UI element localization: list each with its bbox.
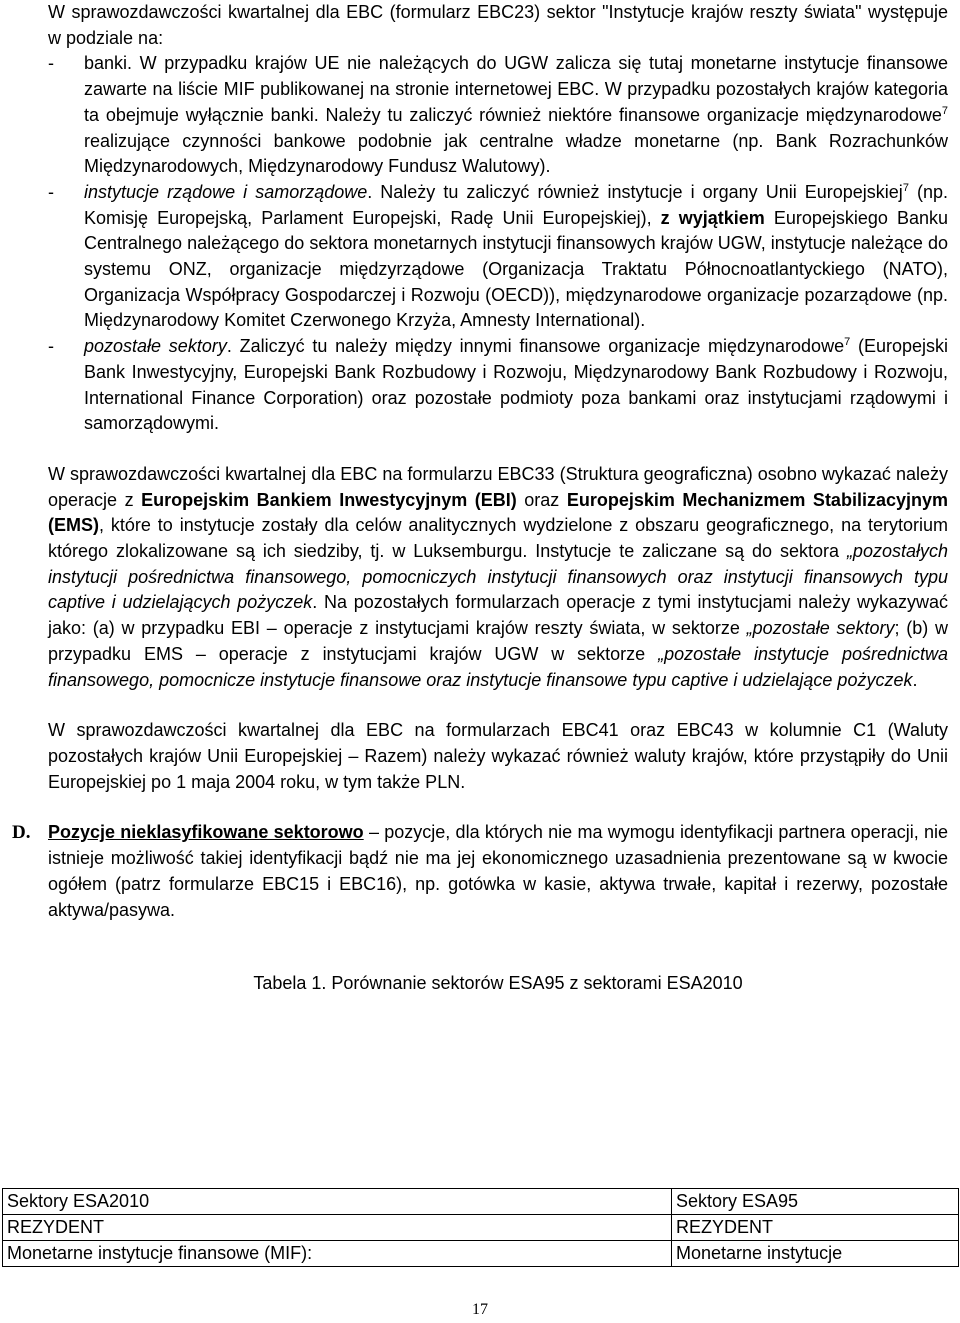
- pozostale-label: pozostałe sektory: [84, 336, 227, 357]
- list-item-banki: - banki. W przypadku krajów UE nie należących do UGW zalicza się tutaj monetarne instytucje finansowe zawarte na liście MIF publikowanej na stronie internetowej EBC. W przypadku pozostałych krajów kategoria ta obejmuje wyłącznie banki. Należy tu zaliczyć również niektóre finansowe organizacje międzynarodowe$^7$ realizujące czynności bankowe podobnie jak centralne władze monetarne (np. Bank Rozrachunków Międzynarodowych, Międzynarodowy Fundusz Walutowy).: [48, 53, 948, 177]
- table-cell: Sektory ESA2010: [3, 1189, 672, 1215]
- list-dash: -: [48, 53, 54, 74]
- footnote-ref: 7: [902, 181, 909, 194]
- table-cell: Monetarne instytucje finansowe (MIF):: [3, 1241, 672, 1267]
- section-title: Pozycje nieklasyfikowane sektorowo: [48, 822, 364, 843]
- table-row: [3, 1215, 959, 1241]
- banki-label: banki: [84, 53, 128, 74]
- section-d: D. Pozycje nieklasyfikowane sektorowo – pozycje, dla których nie ma wymogu identyfikacji partnera operacji, nie istnieje możliwość takiej identyfikacji bądź nie ma jej ekonomicznego uzasadnienia prezentowane są w kwocie ogółem (patrz formularze EBC15 i EBC16), np. gotówka w kasie, aktywa trwałe, kapitał i rezerwy, pozostałe aktywa/pasywa.: [12, 822, 948, 920]
- table-cell: REZYDENT: [672, 1215, 959, 1241]
- table-row: [3, 1241, 959, 1267]
- footnote-ref: 7: [941, 104, 948, 117]
- paragraph-ebi-ems: W sprawozdawczości kwartalnej dla EBC na formularzu EBC33 (Struktura geograficzna) osobno wykazać należy operacje z Europejskim Bankiem Inwestycyjnym (EBI) oraz Europejskim Mechanizmem Stabilizacyjnym (EMS), które to instytucje zostały dla celów analitycznych wydzielone z obszaru geograficznego, na terytorium którego zlokalizowane są ich siedziby, tj. w Luksemburgu. Instytucje te zaliczane są do sektora „pozostałych instytucji pośrednictwa finansowego, pomocniczych instytucji finansowych oraz instytucji finansowych typu captive i udzielających pożyczek. Na pozostałych formularzach operacje z tymi instytucjami należy wykazywać jako: (a) w przypadku EBI – operacje z instytucjami krajów reszty świata, w sektorze „pozostałe sektory; (b) w przypadku EMS – operacje z instytucjami krajów UGW w sektorze „pozostałe instytucje pośrednictwa finansowego, pomocnicze instytucje finansowe oraz instytucje finansowe typu captive i udzielające pożyczek.: [48, 463, 948, 690]
- table-cell: Monetarne instytucje: [672, 1241, 959, 1267]
- document-page: [12, 0, 949, 1018]
- table-row: [3, 1189, 959, 1215]
- paragraph-waluty: W sprawozdawczości kwartalnej dla EBC na formularzach EBC41 oraz EBC43 w kolumnie C1 (Waluty pozostałych krajów Unii Europejskiej – Razem) należy wykazać również waluty krajów, które przystąpiły do Unii Europejskiej po 1 maja 2004 roku, w tym także PLN.: [48, 720, 948, 792]
- table-cell: REZYDENT: [3, 1215, 672, 1241]
- page-number: 17: [472, 1301, 488, 1318]
- table-cell: Sektory ESA95: [672, 1189, 959, 1215]
- list-dash: -: [48, 336, 54, 357]
- rzadowe-label: instytucje rządowe i samorządowe: [84, 181, 368, 202]
- table-caption: Tabela 1. Porównanie sektorów ESA95 z sektorami ESA2010: [253, 973, 743, 994]
- list-dash: -: [48, 181, 54, 202]
- footnote-ref: 7: [844, 336, 851, 349]
- intro-text: W sprawozdawczości kwartalnej dla EBC (formularz EBC23) sektor "Instytucje krajów reszty świata" występuje w podziale na:: [48, 2, 948, 48]
- list-item-pozostale: - pozostałe sektory. Zaliczyć tu należy między innymi finansowe organizacje międzynarodowe$^7$ (Europejski Bank Inwestycyjny, Europejski Bank Rozbudowy i Rozwoju, Międzynarodowy Bank Rozbudowy i Rozwoju, International Finance Corporation) oraz pozostałe podmioty poza bankami oraz instytucjami rządowymi i samorządowymi.: [48, 336, 949, 434]
- list-item-rzadowe: - instytucje rządowe i samorządowe. Należy tu zaliczyć również instytucje i organy Unii Europejskiej$^7$ (np. Komisję Europejską, Parlament Europejski, Radę Unii Europejskiej), z wyjątkiem Europejskiego Banku Centralnego należącego do sektora monetarnych instytucji finansowych krajów UGW, instytucje należące do systemu ONZ, organizacje międzyrządowe (Organizacja Traktatu Północnoatlantyckiego (NATO), Organizacja Współpracy Gospodarczej i Rozwoju (OECD)), międzynarodowe organizacje pozarządowe (np. Międzynarodowy Komitet Czerwonego Krzyża, Amnesty International).: [48, 181, 948, 331]
- emphasis: z wyjątkiem: [660, 207, 765, 228]
- comparison-table: [2, 1188, 959, 1267]
- section-letter: D.: [12, 822, 31, 844]
